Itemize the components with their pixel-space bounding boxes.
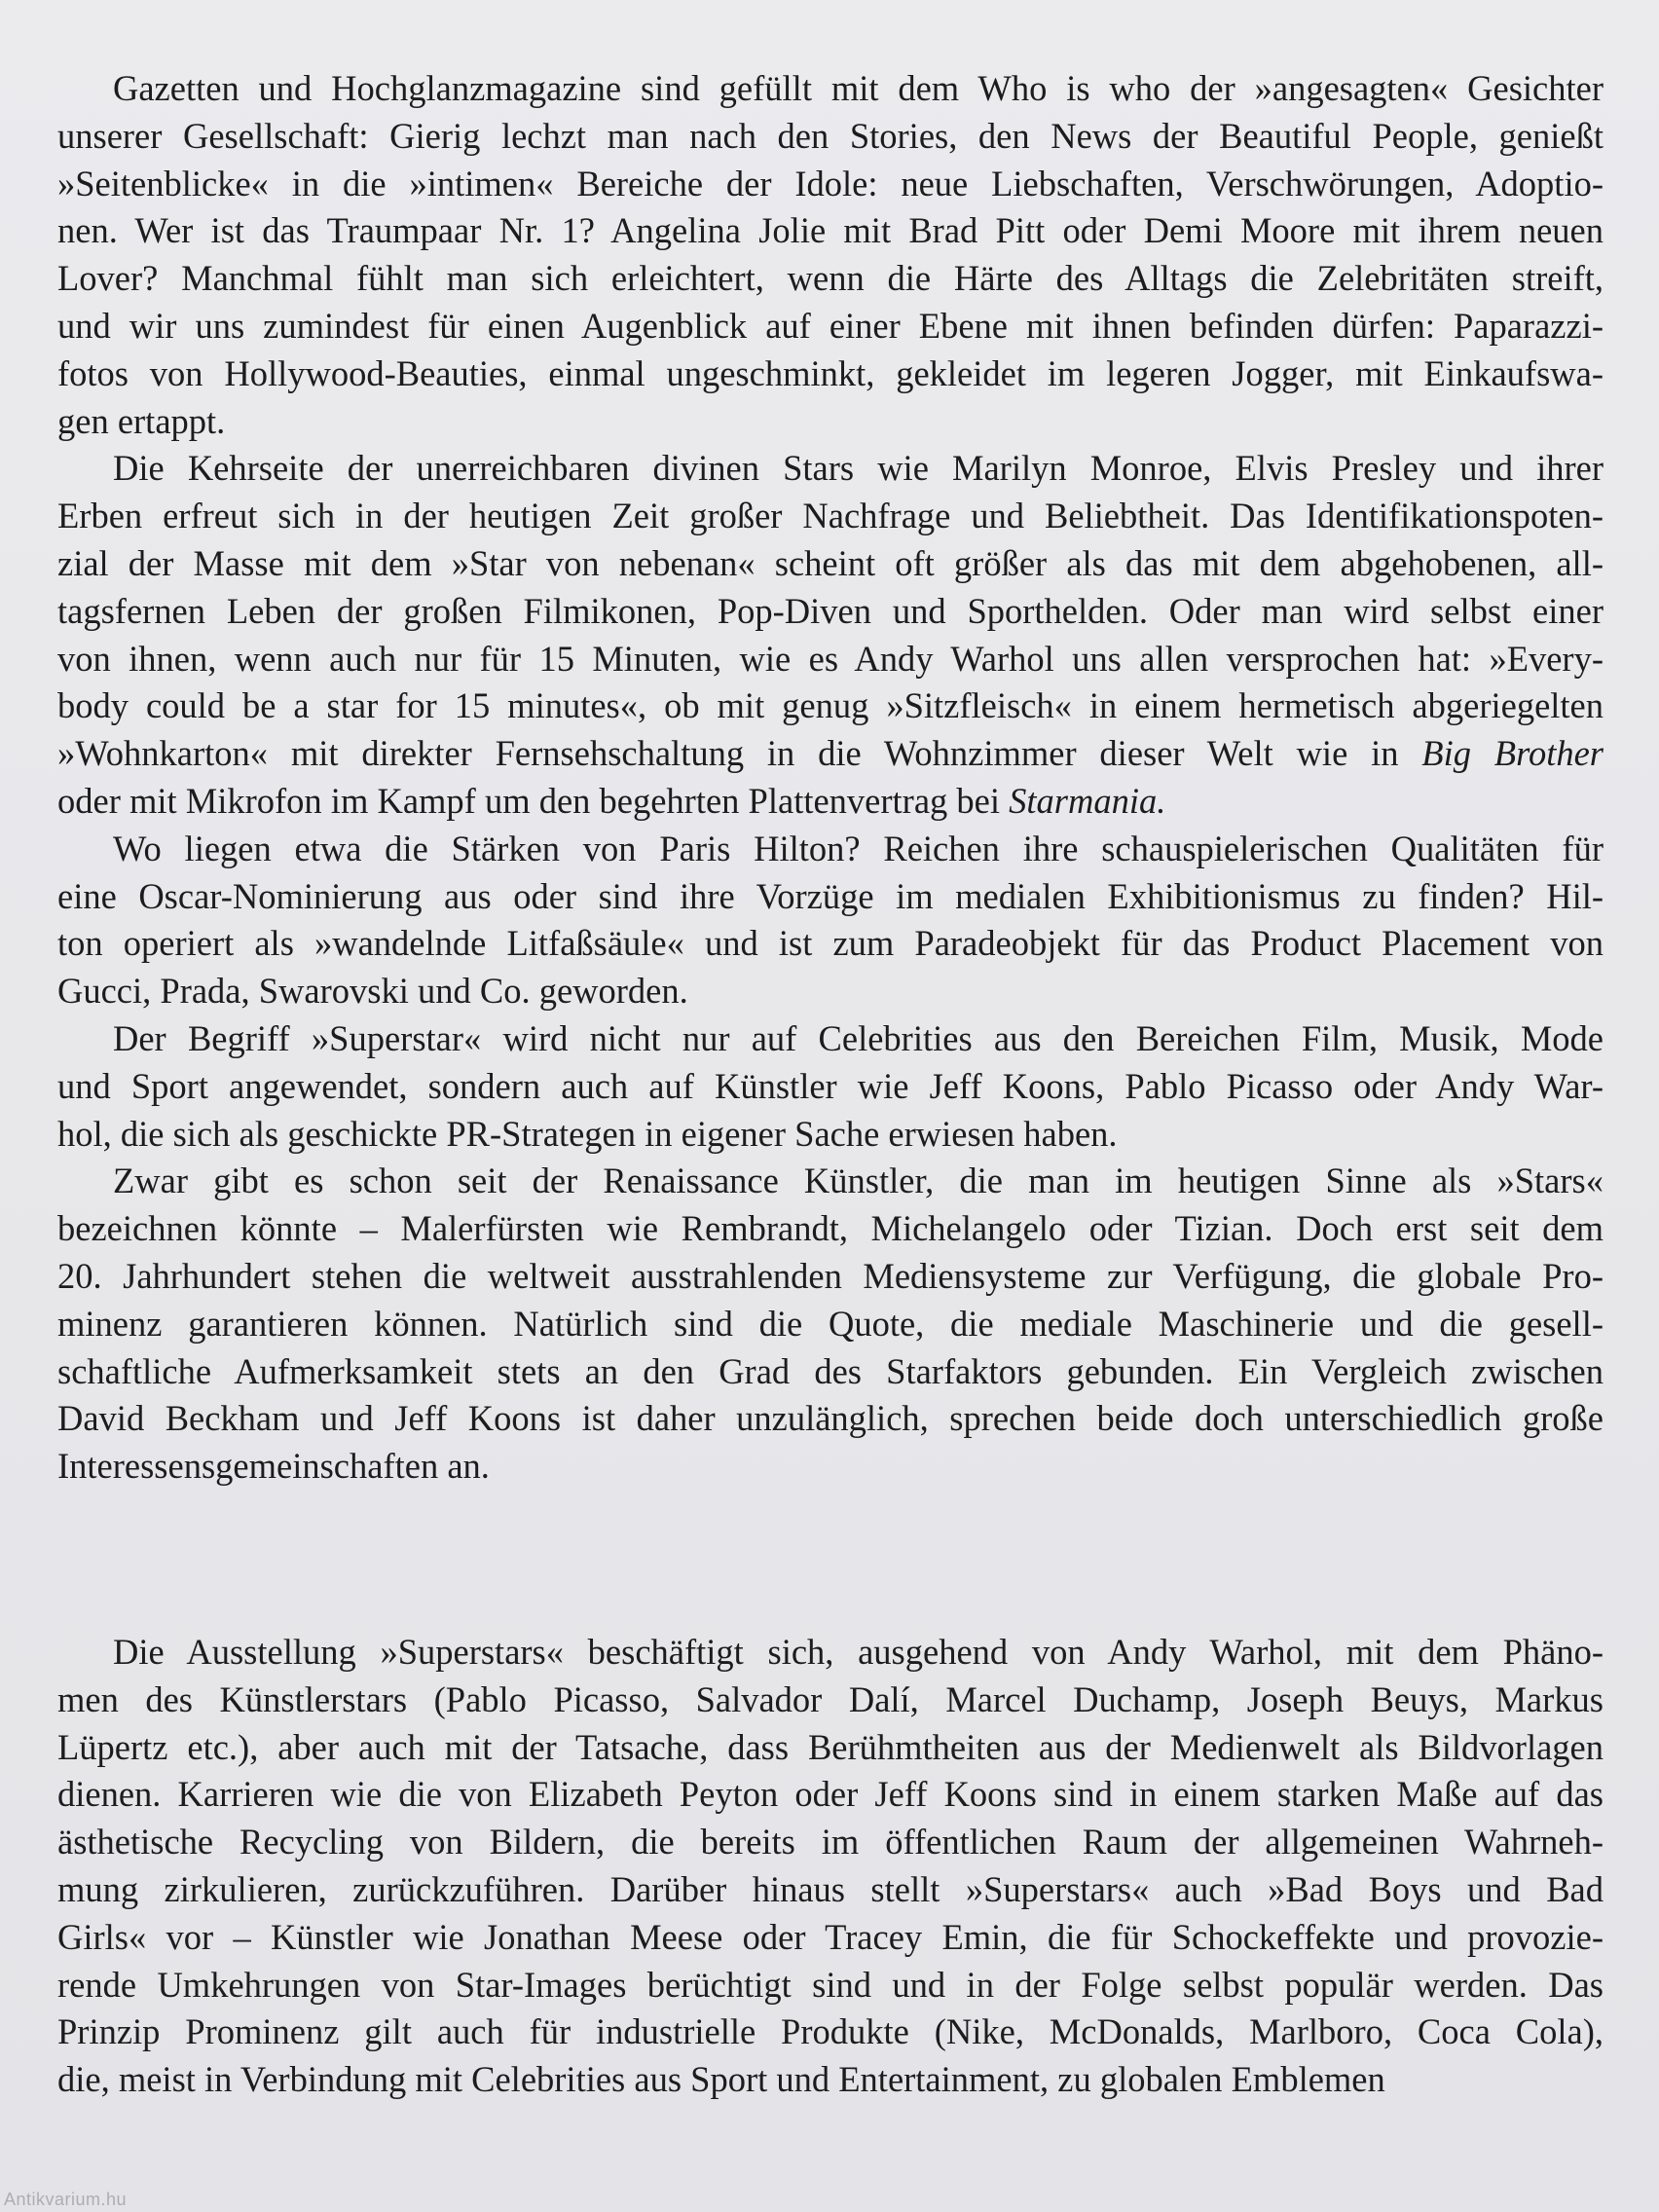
text-line: men des Künstlerstars (Pablo Picasso, Salvador Dalí, Marcel Duchamp, Joseph Beuys, Markus xyxy=(57,1678,1604,1719)
text-line: ästhetische Recycling von Bildern, die bereits im öffentlichen Raum der allgemeinen Wahrneh- xyxy=(57,1822,1604,1862)
text-line: body could be a star for 15 minutes«, ob mit genug »Sitzfleisch« in einem hermetisch abgeriegelten xyxy=(57,685,1604,726)
text-line: und wir uns zumindest für einen Augenblick auf einer Ebene mit ihnen befinden dürfen: Paparazzi- xyxy=(57,305,1604,346)
text-line: zial der Masse mit dem »Star von nebenan« scheint oft größer als das mit dem abgehobenen, all- xyxy=(57,542,1604,583)
text-line: Der Begriff »Superstar« wird nicht nur auf Celebrities aus den Bereichen Film, Musik, Mode xyxy=(113,1017,1604,1058)
text-section-exhibition xyxy=(57,1629,1604,2104)
text-line: Lover? Manchmal fühlt man sich erleichtert, wenn die Härte des Alltags die Zelebritäten streift, xyxy=(57,258,1604,299)
text-line: dienen. Karrieren wie die von Elizabeth Peyton oder Jeff Koons sind in einem starken Maße auf das xyxy=(57,1774,1604,1815)
text-line: tagsfernen Leben der großen Filmikonen, Pop-Diven und Sporthelden. Oder man wird selbst einer xyxy=(57,590,1604,631)
text-line: »Seitenblicke« in die »intimen« Bereiche der Idole: neue Liebschaften, Verschwörungen, Adoptio- xyxy=(57,163,1604,203)
text-line: Girls« vor – Künstler wie Jonathan Meese oder Tracey Emin, die für Schockeffekte und provozie- xyxy=(57,1916,1604,1957)
paragraph-celebrity-magazines xyxy=(57,65,1604,445)
text-line: gen ertappt. xyxy=(57,400,226,441)
text-line: Interessensgemeinschaften an. xyxy=(57,1446,490,1487)
text-line: Gucci, Prada, Swarovski und Co. geworden. xyxy=(57,971,688,1012)
text-line: Die Kehrseite der unerreichbaren divinen Stars wie Marilyn Monroe, Elvis Presley und ihrer xyxy=(113,448,1604,489)
text-line: von ihnen, wenn auch nur für 15 Minuten, wie es Andy Warhol uns allen versprochen hat: »Every- xyxy=(57,638,1604,679)
text-segment: »Wohnkarton« mit direkter Fernsehschaltung in die Wohnzimmer dieser Welt wie in xyxy=(57,733,1422,774)
text-line: minenz garantieren können. Natürlich sind die Quote, die mediale Maschinerie und die gesell- xyxy=(57,1303,1604,1344)
text-line: Prinzip Prominenz gilt auch für industrielle Produkte (Nike, McDonalds, Marlboro, Coca Cola), xyxy=(57,2011,1604,2052)
text-line: hol, die sich als geschickte PR-Strategen in eigener Sache erwiesen haben. xyxy=(57,1113,1118,1154)
text-segment: oder mit Mikrofon im Kampf um den begehrten Plattenvertrag bei xyxy=(57,780,1010,821)
italic-title-big-brother: Big Brother xyxy=(1421,733,1604,774)
text-line: Wo liegen etwa die Stärken von Paris Hilton? Reichen ihre schauspielerischen Qualitäten für xyxy=(113,828,1604,868)
text-line: eine Oscar-Nominierung aus oder sind ihre Vorzüge im medialen Exhibitionismus zu finden? Hil- xyxy=(57,875,1604,916)
text-section-main xyxy=(57,65,1604,1491)
text-line: rende Umkehrungen von Star-Images berüchtigt sind und in der Folge selbst populär werden. Das xyxy=(57,1964,1604,2005)
paragraph-renaissance xyxy=(57,1158,1604,1491)
text-line: Gazetten und Hochglanzmagazine sind gefüllt mit dem Who is who der »angesagten« Gesichter xyxy=(113,68,1604,108)
italic-title-starmania: Starmania. xyxy=(1009,780,1166,821)
text-line: schaftliche Aufmerksamkeit stets an den Grad des Starfaktors gebunden. Ein Vergleich zwischen xyxy=(57,1350,1604,1391)
text-line: fotos von Hollywood-Beauties, einmal ungeschminkt, gekleidet im legeren Jogger, mit Einkaufswa- xyxy=(57,352,1604,393)
text-line: ton operiert als »wandelnde Litfaßsäule« und ist zum Paradeobjekt für das Product Placement von xyxy=(57,923,1604,964)
text-line: nen. Wer ist das Traumpaar Nr. 1? Angelina Jolie mit Brad Pitt oder Demi Moore mit ihrem neuen xyxy=(57,210,1604,251)
watermark: Antikvarium.hu xyxy=(4,2190,128,2209)
text-line: die, meist in Verbindung mit Celebrities aus Sport und Entertainment, zu globalen Emblemen xyxy=(57,2059,1385,2100)
text-line: Lüpertz etc.), aber auch mit der Tatsache, dass Berühmtheiten aus der Medienwelt als Bildvorlagen xyxy=(57,1726,1604,1767)
paragraph-divine-stars xyxy=(57,445,1604,825)
paragraph-paris-hilton xyxy=(57,826,1604,1015)
text-line: bezeichnen könnte – Malerfürsten wie Rembrandt, Michelangelo oder Tizian. Doch erst seit dem xyxy=(57,1208,1604,1249)
text-line-with-italic xyxy=(57,730,1604,778)
text-line: Zwar gibt es schon seit der Renaissance Künstler, die man im heutigen Sinne als »Stars« xyxy=(113,1161,1604,1201)
text-line: David Beckham und Jeff Koons ist daher unzulänglich, sprechen beide doch unterschiedlich große xyxy=(57,1398,1604,1439)
text-line: mung zirkulieren, zurückzuführen. Darüber hinaus stellt »Superstars« auch »Bad Boys und Bad xyxy=(57,1868,1604,1909)
text-line: Erben erfreut sich in der heutigen Zeit großer Nachfrage und Beliebtheit. Das Identifikationspoten- xyxy=(57,496,1604,536)
paragraph-exhibition xyxy=(57,1629,1604,2104)
paragraph-superstar-term xyxy=(57,1015,1604,1158)
text-line: 20. Jahrhundert stehen die weltweit ausstrahlenden Mediensysteme zur Verfügung, die globale Pro- xyxy=(57,1255,1604,1296)
text-line: Die Ausstellung »Superstars« beschäftigt sich, ausgehend von Andy Warhol, mit dem Phäno- xyxy=(113,1632,1604,1672)
text-line: und Sport angewendet, sondern auch auf Künstler wie Jeff Koons, Pablo Picasso oder Andy War- xyxy=(57,1065,1604,1106)
text-line: unserer Gesellschaft: Gierig lechzt man nach den Stories, den News der Beautiful People, genießt xyxy=(57,115,1604,156)
text-line-with-italic xyxy=(57,778,1604,826)
